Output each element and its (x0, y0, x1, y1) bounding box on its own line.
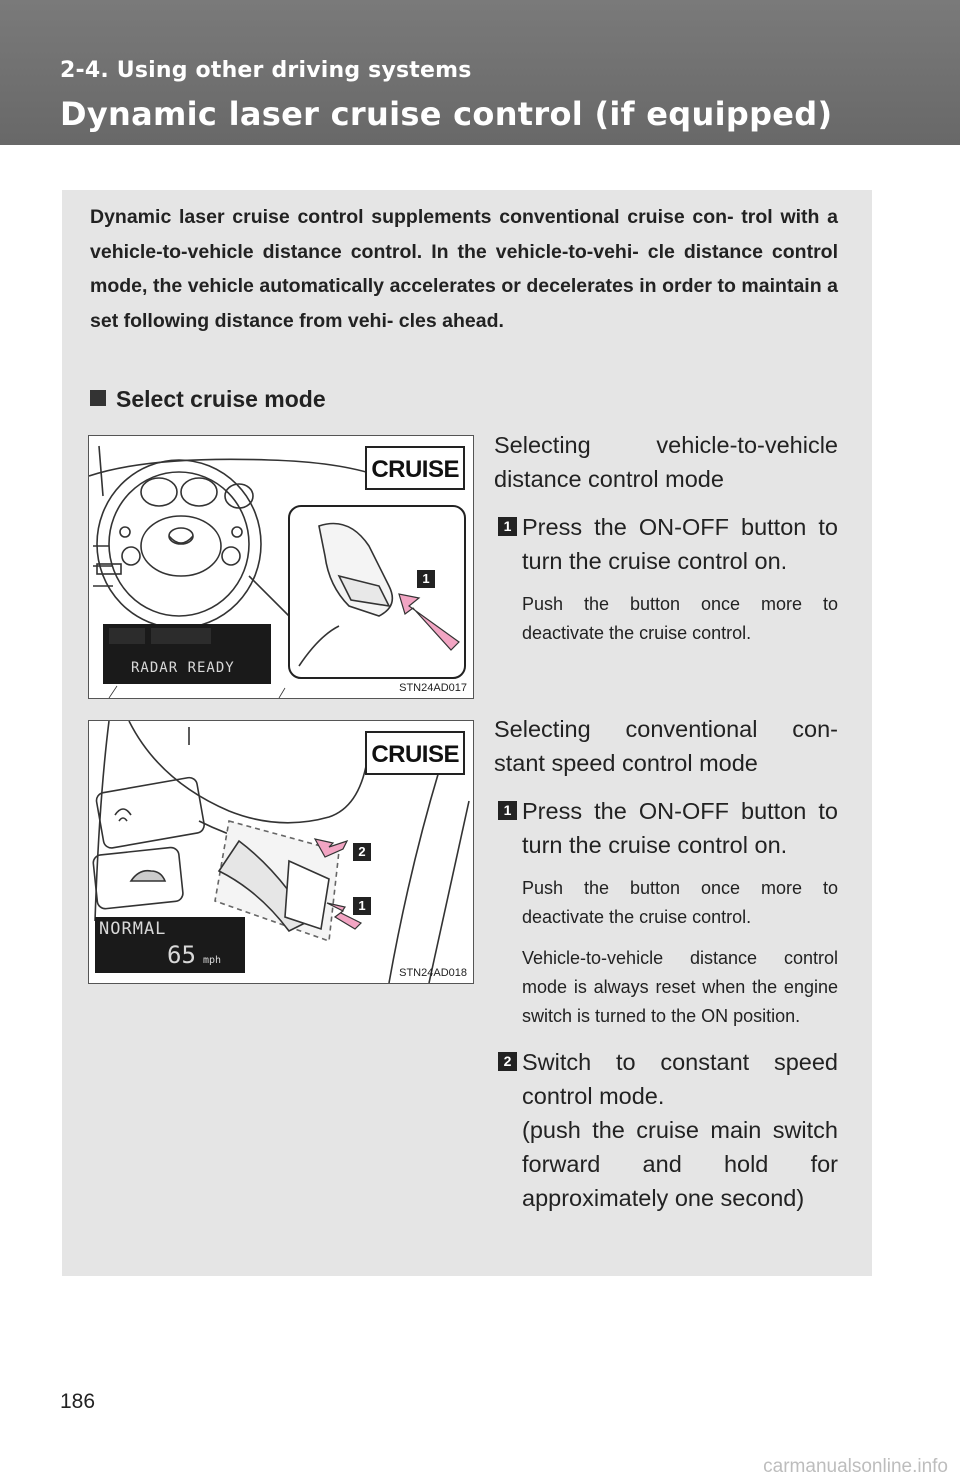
step-text: Press the ON-OFF button to turn the cruise control on. (522, 798, 838, 858)
radar-ready-text: RADAR READY (131, 660, 235, 676)
square-bullet-icon (90, 390, 106, 406)
page-number: 186 (60, 1390, 96, 1413)
display-speed-text: 65 (167, 941, 196, 969)
display-unit-text: mph (203, 955, 222, 966)
intro-paragraph: Dynamic laser cruise control supplements conventional cruise con- trol with a vehicle-to-vehicle distance control. In the vehicle-to-vehi- cle distance control mode, the vehicle automatically accelerates or decelerates in order to maintain a set following distance from vehi- cles ahead. (90, 206, 838, 332)
step-note: Push the button once more to deactivate the cruise control. (522, 594, 838, 643)
subheading-text: Select cruise mode (116, 386, 326, 412)
section-heading: Selecting vehicle-to-vehicle distance control mode (494, 432, 838, 492)
step-note: Push the button once more to deactivate the cruise control. (522, 878, 838, 927)
step-detail: (push the cruise main switch forward and hold for approximately one second) (522, 1117, 838, 1211)
step-item (494, 510, 838, 578)
callout-1: 1 (417, 570, 435, 588)
speed-display (95, 917, 245, 973)
constant-speed-instructions (494, 712, 838, 1215)
page-header (0, 0, 960, 145)
step-number: 1 (498, 517, 517, 536)
radar-ready-display (103, 624, 271, 684)
display-mode-text: NORMAL (99, 919, 167, 939)
callout-2: 2 (353, 843, 371, 861)
step-number: 2 (498, 1052, 517, 1071)
figure-code: STN24AD017 (399, 682, 467, 694)
cruise-indicator-label: CRUISE (365, 446, 465, 490)
figure-distance-control (88, 435, 474, 699)
figure-code: STN24AD018 (399, 967, 467, 979)
section-label: 2-4. Using other driving systems (60, 58, 472, 83)
step-text: Press the ON-OFF button to turn the cruise control on. (522, 514, 838, 574)
callout-1: 1 (353, 897, 371, 915)
page-title: Dynamic laser cruise control (if equipped) (60, 95, 833, 133)
distance-control-instructions (494, 428, 838, 648)
cruise-indicator-label: CRUISE (365, 731, 465, 775)
step-item (494, 794, 838, 862)
subheading (90, 386, 326, 413)
step-item (494, 1045, 838, 1113)
step-number: 1 (498, 801, 517, 820)
step-text: Switch to constant speed control mode. (522, 1049, 838, 1109)
step-note: Vehicle-to-vehicle distance control mode is always reset when the engine switch is turned to the ON position. (522, 948, 838, 1026)
watermark: carmanualsonline.info (763, 1456, 948, 1477)
figure-constant-speed (88, 720, 474, 984)
section-heading: Selecting conventional con- stant speed control mode (494, 716, 838, 776)
